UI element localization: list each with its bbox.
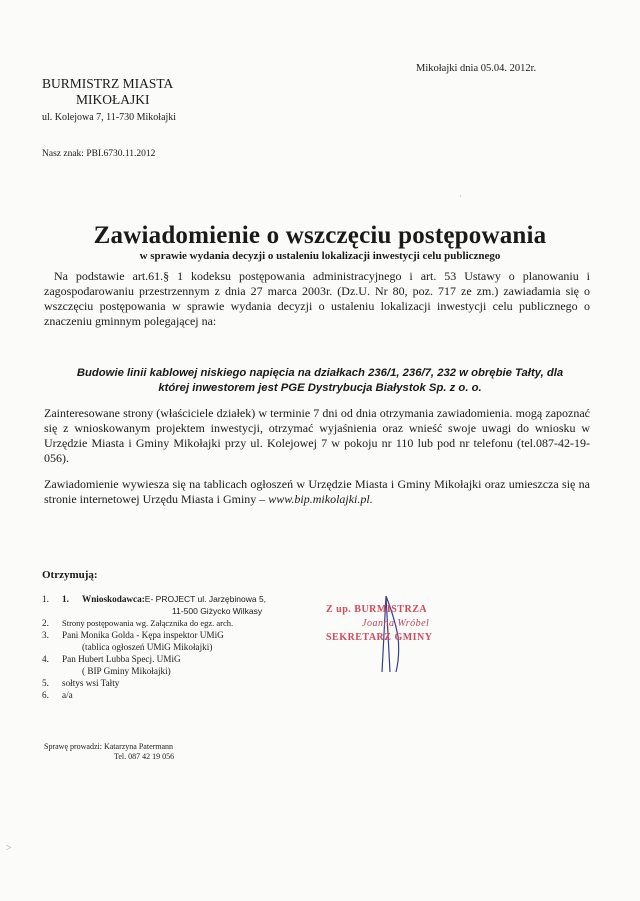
item-number: 1. <box>42 594 49 604</box>
prepared-by-name: Sprawę prowadzi: Katarzyna Patermann <box>44 742 174 751</box>
item-number: 6. <box>42 690 49 700</box>
prepared-by-phone: Tel. 087 42 19 056 <box>114 752 175 761</box>
list-item <box>42 617 266 629</box>
recipients-list <box>42 593 266 701</box>
paragraph-parties-info: Zainteresowane strony (właściciele działek) w terminie 7 dni od dnia otrzymania zawiadomienia. mogą zapoznać się z wnioskowanym projektem inwestycji, otrzymać wyjaśnienia oraz wnieść swoje uwagi do wniosku w Urzędzie Miasta i Gminy Mikołajki przy ul. Kolejowej 7 w pokoju nr 110 lub pod nr telefonu (tel.087-42-19-056). <box>44 406 590 465</box>
item-note: ( BIP Gminy Mikołajki) <box>82 666 171 676</box>
item-number: 3. <box>42 630 49 640</box>
stamp-line3: SEKRETARZ GMINY <box>326 632 433 643</box>
list-item <box>42 629 266 641</box>
document-subtitle: w sprawie wydania decyzji o ustaleniu lokalizacji inwestycji celu publicznego <box>139 250 501 262</box>
item-text: Pan Hubert Lubba Specj. UMiG <box>62 654 181 664</box>
item-number: 2. <box>42 618 49 628</box>
bip-link[interactable]: www.bip.mikolajki.pl. <box>268 492 373 506</box>
applicant-label: Wnioskodawca: <box>82 594 145 604</box>
applicant-address: 11-500 Giżycko Wilkasy <box>172 606 263 616</box>
item-note: (tablica ogłoszeń UMiG Mikołajki) <box>82 642 213 652</box>
applicant-name: E- PROJECT ul. Jarzębinowa 5, <box>144 594 267 604</box>
list-item <box>42 677 266 689</box>
item-text: Pani Monika Golda - Kępa inspektor UMiG <box>62 630 224 640</box>
office-name-line2: MIKOŁAJKI <box>76 92 150 107</box>
paragraph-legal-basis: Na podstawie art.61.§ 1 kodeksu postępowania administracyjnego i art. 53 Ustawy o planowaniu i zagospodarowaniu przestrzennym z dnia 27 marca 2003r. (Dz.U. Nr 80, poz. 717 ze zm.) zawiadamia się o wszczęciu postępowania w sprawie wydania decyzji o ustaleniu lokalizacji inwestycji celu publicznego o znaczeniu gminnym polegającej na: <box>44 269 590 328</box>
office-address: ul. Kolejowa 7, 11-730 Mikołajki <box>42 112 177 123</box>
subject-line1: Budowie linii kablowej niskiego napięcia na działkach 236/1, 236/7, 232 w obrębie Tałty, dla <box>76 367 564 379</box>
official-stamp <box>326 603 433 645</box>
reference-number: Nasz znak: PBI.6730.11.2012 <box>42 149 156 159</box>
stamp-line1: Z up. BURMISTRZA <box>326 604 428 615</box>
subject-line2: której inwestorem jest PGE Dystrybucja Białystok Sp. z o. o. <box>158 382 482 394</box>
list-item <box>42 593 266 605</box>
item-subnumber: 1. <box>62 594 69 604</box>
publication-text: Zawiadomienie wywiesza się na tablicach ogłoszeń w Urzędzie Miasta i Gminy Mikołajki oraz umieszcza się na stronie internetowej Urzędu Miasta i Gminy – <box>44 477 590 506</box>
list-item <box>42 653 266 665</box>
item-number: 5. <box>42 678 49 688</box>
list-item <box>42 689 266 701</box>
corner-mark-icon: > <box>6 843 12 854</box>
investment-subject <box>60 366 580 396</box>
item-text: a/a <box>62 690 73 700</box>
document-date: Mikołajki dnia 05.04. 2012r. <box>416 63 537 74</box>
issuing-office <box>42 76 176 126</box>
document-title: Zawiadomienie o wszczęciu postępowania <box>93 222 547 249</box>
prepared-by <box>44 742 174 762</box>
item-number: 4. <box>42 654 49 664</box>
stamp-signatory: Joanna Wróbel <box>362 618 430 629</box>
paragraph-publication <box>44 477 590 507</box>
item-text: Strony postępowania wg. Załącznika do egz. arch. <box>62 618 234 628</box>
item-text: sołtys wsi Tałty <box>62 678 120 688</box>
recipients-heading: Otrzymują: <box>42 569 98 581</box>
office-name-line1: BURMISTRZ MIASTA <box>42 76 174 91</box>
speck-mark: · <box>459 192 462 201</box>
